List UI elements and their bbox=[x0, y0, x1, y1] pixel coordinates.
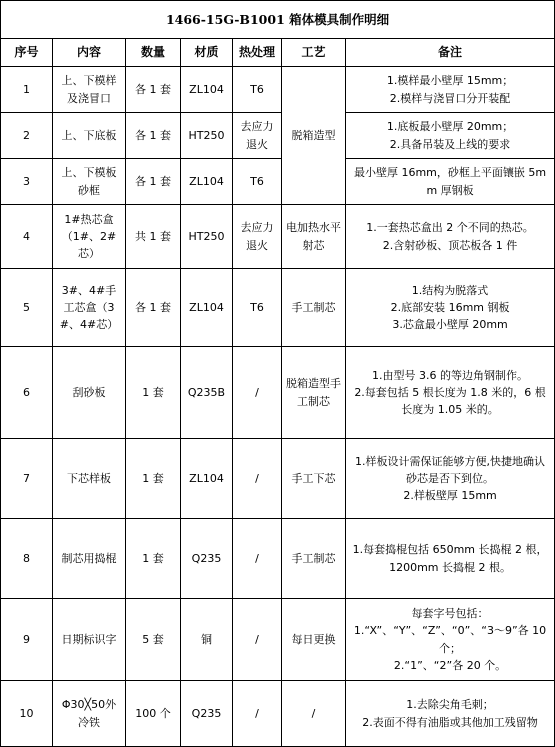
cell-process: 脱箱造型手工制芯 bbox=[282, 347, 346, 439]
note-line: 2.含射砂板、顶芯板各 1 件 bbox=[382, 238, 518, 252]
cell-no: 6 bbox=[1, 347, 53, 439]
cell-content: Φ30╳50外冷铁 bbox=[53, 681, 126, 747]
cell-heat-treatment: / bbox=[233, 347, 282, 439]
cell-process: 手工制芯 bbox=[282, 519, 346, 599]
cell-heat-treatment: T6 bbox=[233, 67, 282, 113]
cell-notes bbox=[346, 519, 555, 599]
note-line: 2.具备吊装及上线的要求 bbox=[389, 137, 511, 151]
cell-material: Q235 bbox=[181, 519, 233, 599]
note-line: 1.“X”、“Y”、“Z”、“0”、“3～9”各 10 个； bbox=[353, 624, 547, 655]
cell-heat-treatment: T6 bbox=[233, 269, 282, 347]
cell-material: HT250 bbox=[181, 113, 233, 159]
cell-material: ZL104 bbox=[181, 159, 233, 205]
note-line: 2.表面不得有油脂或其他加工残留物 bbox=[362, 715, 538, 729]
cell-material: ZL104 bbox=[181, 269, 233, 347]
cell-notes bbox=[346, 269, 555, 347]
cell-qty: 5 套 bbox=[126, 599, 181, 681]
cell-no: 1 bbox=[1, 67, 53, 113]
header-row bbox=[1, 39, 555, 67]
header-material: 材质 bbox=[181, 39, 233, 67]
cell-material: Q235B bbox=[181, 347, 233, 439]
cell-process: 手工制芯 bbox=[282, 269, 346, 347]
note-line: 2.底部安装 16mm 钢板 bbox=[390, 300, 510, 314]
cell-notes bbox=[346, 599, 555, 681]
cell-content: 上、下模板砂框 bbox=[53, 159, 126, 205]
cell-notes bbox=[346, 205, 555, 269]
cell-material: ZL104 bbox=[181, 439, 233, 519]
cell-material: HT250 bbox=[181, 205, 233, 269]
note-line: 1.样板设计需保证能够方便,快捷地确认砂芯是否下到位。 bbox=[355, 454, 546, 485]
cell-content: 3#、4#手工芯盒（3#、4#芯） bbox=[53, 269, 126, 347]
cell-qty: 100 个 bbox=[126, 681, 181, 747]
header-notes: 备注 bbox=[346, 39, 555, 67]
note-line: 2.模样与浇冒口分开装配 bbox=[389, 91, 511, 105]
cell-material: 铜 bbox=[181, 599, 233, 681]
header-content: 内容 bbox=[53, 39, 126, 67]
title-row bbox=[1, 1, 555, 39]
cell-no: 9 bbox=[1, 599, 53, 681]
cell-no: 8 bbox=[1, 519, 53, 599]
note-line: 最小壁厚 16mm，砂框上平面镶嵌 5mm 厚钢板 bbox=[353, 166, 547, 197]
table-row bbox=[1, 347, 555, 439]
table-row bbox=[1, 439, 555, 519]
cell-qty: 共 1 套 bbox=[126, 205, 181, 269]
header-no: 序号 bbox=[1, 39, 53, 67]
note-line: 2.“1”、“2”各 20 个。 bbox=[393, 658, 507, 672]
cell-heat-treatment: T6 bbox=[233, 159, 282, 205]
note-line: 2.样板壁厚 15mm bbox=[403, 489, 497, 503]
cell-qty: 各 1 套 bbox=[126, 269, 181, 347]
cell-qty: 1 套 bbox=[126, 439, 181, 519]
table-title: 1466-15G-B1001 箱体模具制作明细 bbox=[1, 1, 555, 39]
table-row bbox=[1, 67, 555, 113]
cell-heat-treatment: 去应力退火 bbox=[233, 205, 282, 269]
table-row bbox=[1, 269, 555, 347]
cell-no: 3 bbox=[1, 159, 53, 205]
cell-content: 上、下底板 bbox=[53, 113, 126, 159]
header-process: 工艺 bbox=[282, 39, 346, 67]
cell-no: 5 bbox=[1, 269, 53, 347]
cell-no: 2 bbox=[1, 113, 53, 159]
table-row bbox=[1, 205, 555, 269]
cell-heat-treatment: / bbox=[233, 681, 282, 747]
cell-qty: 1 套 bbox=[126, 347, 181, 439]
cell-heat-treatment: / bbox=[233, 519, 282, 599]
table-row bbox=[1, 113, 555, 159]
note-line: 每套字号包括： bbox=[411, 607, 489, 621]
note-line: 1.一套热芯盒出 2 个不同的热芯。 bbox=[366, 221, 534, 235]
cell-no: 10 bbox=[1, 681, 53, 747]
cell-content: 刮砂板 bbox=[53, 347, 126, 439]
cell-notes bbox=[346, 159, 555, 205]
table-row bbox=[1, 519, 555, 599]
table-row bbox=[1, 159, 555, 205]
cell-process-merged: 脱箱造型 bbox=[282, 67, 346, 205]
cell-qty: 各 1 套 bbox=[126, 159, 181, 205]
table-row bbox=[1, 599, 555, 681]
cell-material: Q235 bbox=[181, 681, 233, 747]
note-line: 1.模样最小壁厚 15mm； bbox=[386, 74, 514, 88]
table-row bbox=[1, 681, 555, 747]
note-line: 3.芯盒最小壁厚 20mm bbox=[392, 318, 508, 332]
cell-notes bbox=[346, 67, 555, 113]
cell-notes bbox=[346, 113, 555, 159]
cell-heat-treatment: 去应力退火 bbox=[233, 113, 282, 159]
cell-notes bbox=[346, 439, 555, 519]
note-line: 2.每套包括 5 根长度为 1.8 米的，6 根长度为 1.05 米的。 bbox=[354, 385, 546, 417]
note-line: 1.结构为脱落式 bbox=[411, 283, 489, 297]
cell-qty: 各 1 套 bbox=[126, 113, 181, 159]
cell-process: 手工下芯 bbox=[282, 439, 346, 519]
cell-process: 电加热水平射芯 bbox=[282, 205, 346, 269]
cell-heat-treatment: / bbox=[233, 599, 282, 681]
cell-process: 每日更换 bbox=[282, 599, 346, 681]
cell-content: 下芯样板 bbox=[53, 439, 126, 519]
cell-content: 上、下模样及浇冒口 bbox=[53, 67, 126, 113]
note-line: 1.由型号 3.6 的等边角钢制作。 bbox=[372, 368, 529, 382]
cell-process: / bbox=[282, 681, 346, 747]
note-line: 1.每套捣棍包括 650mm 长捣棍 2 根，1200mm 长捣棍 2 根。 bbox=[352, 543, 548, 574]
cell-qty: 1 套 bbox=[126, 519, 181, 599]
cell-no: 4 bbox=[1, 205, 53, 269]
cell-material: ZL104 bbox=[181, 67, 233, 113]
cell-content: 日期标识字 bbox=[53, 599, 126, 681]
header-qty: 数量 bbox=[126, 39, 181, 67]
cell-qty: 各 1 套 bbox=[126, 67, 181, 113]
note-line: 1.底板最小壁厚 20mm； bbox=[386, 120, 514, 134]
cell-content: 1#热芯盒（1#、2#芯） bbox=[53, 205, 126, 269]
cell-no: 7 bbox=[1, 439, 53, 519]
header-heat-treatment: 热处理 bbox=[233, 39, 282, 67]
cell-content: 制芯用捣棍 bbox=[53, 519, 126, 599]
cell-notes bbox=[346, 681, 555, 747]
note-line: 1.去除尖角毛刺； bbox=[406, 698, 494, 712]
cell-heat-treatment: / bbox=[233, 439, 282, 519]
cell-notes bbox=[346, 347, 555, 439]
